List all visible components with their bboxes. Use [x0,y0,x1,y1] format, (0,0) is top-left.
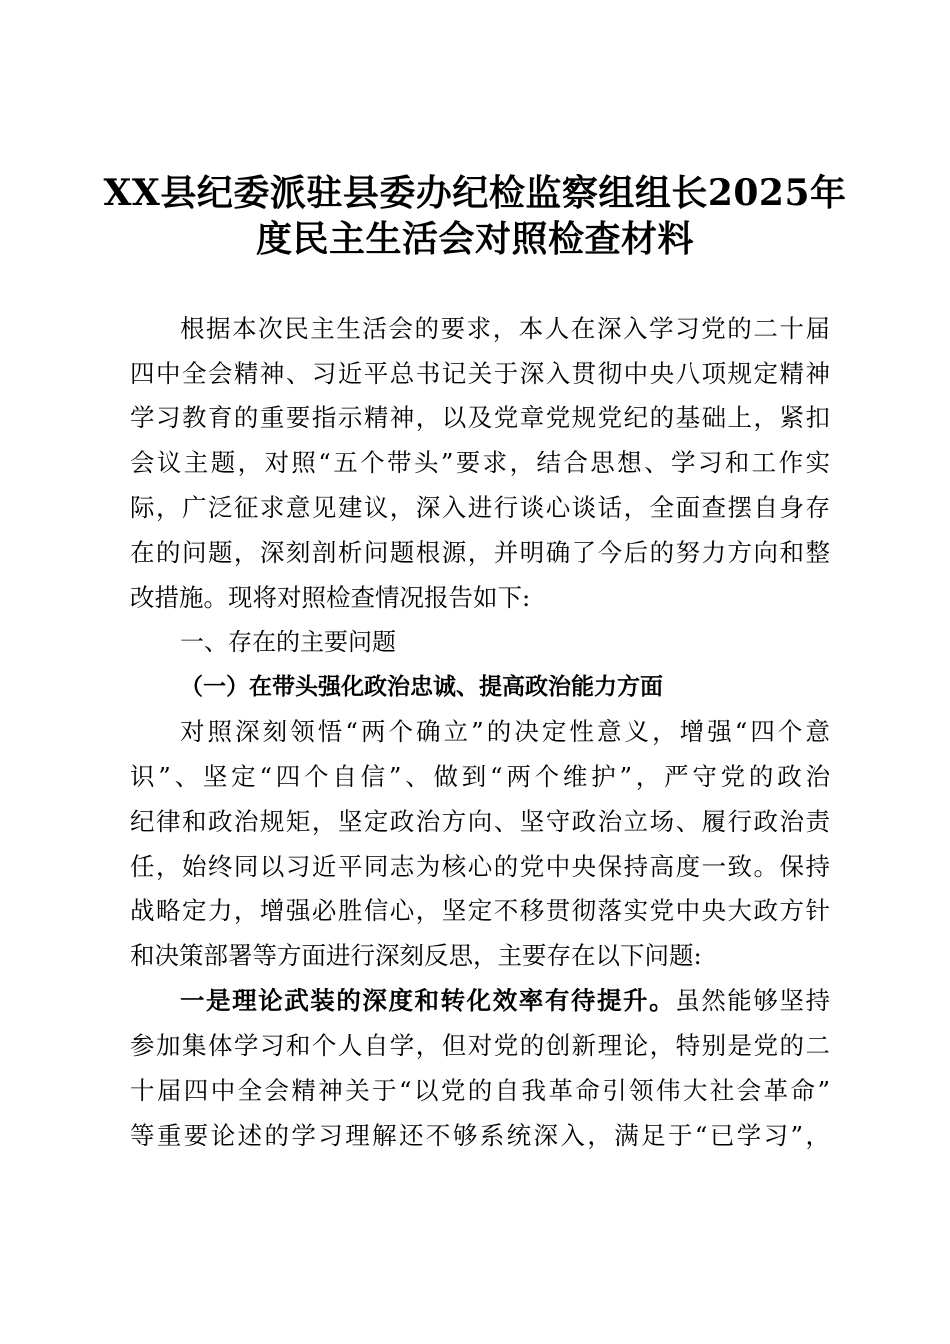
point-paragraph-line: 参加集体学习和个人自学，但对党的创新理论，特别是党的二 [130,1031,830,1060]
point-paragraph-line: 十届四中全会精神关于“以党的自我革命引领伟大社会革命” [130,1076,830,1105]
intro-paragraph-line: 学习教育的重要指示精神，以及党章党规党纪的基础上，紧扣 [130,403,830,432]
subsection-paragraph-line: 对照深刻领悟“两个确立”的决定性意义，增强“四个意 [180,717,830,746]
subsection-paragraph-line: 纪律和政治规矩，坚定政治方向、坚守政治立场、履行政治责 [130,807,830,836]
intro-paragraph-line: 在的问题，深刻剖析问题根源，并明确了今后的努力方向和整 [130,538,830,567]
subsection-heading: （一）在带头强化政治忠诚、提高政治能力方面 [180,673,663,700]
intro-paragraph-line: 改措施。现将对照检查情况报告如下: [130,583,531,612]
subsection-paragraph-line: 和决策部署等方面进行深刻反思，主要存在以下问题: [130,941,702,970]
subsection-paragraph-line: 识”、坚定“四个自信”、做到“两个维护”，严守党的政治 [130,762,830,791]
point-paragraph-line: 等重要论述的学习理解还不够系统深入，满足于“已学习”， [130,1121,830,1150]
point-lead-bold: 一是理论武装的深度和转化效率有待提升。 [180,986,676,1015]
point-lead-rest: 虽然能够坚持 [675,986,830,1015]
subsection-paragraph-line: 任，始终同以习近平同志为核心的党中央保持高度一致。保持 [130,852,830,881]
intro-paragraph-line: 四中全会精神、习近平总书记关于深入贯彻中央八项规定精神 [130,359,830,388]
intro-paragraph-line: 际，广泛征求意见建议，深入进行谈心谈话，全面查摆自身存 [130,493,830,522]
section-heading: 一、存在的主要问题 [180,628,396,656]
point-paragraph-first-line [180,985,830,1017]
document-title-line-2: 度民主生活会对照检查材料 [255,218,694,260]
document-title-line-1: XX县纪委派驻县委办纪检监察组组长2025年 [103,172,847,214]
intro-paragraph-line: 根据本次民主生活会的要求，本人在深入学习党的二十届 [180,314,830,343]
intro-paragraph-line: 会议主题，对照“五个带头”要求，结合思想、学习和工作实 [130,448,830,477]
subsection-paragraph-line: 战略定力，增强必胜信心，坚定不移贯彻落实党中央大政方针 [130,896,830,925]
